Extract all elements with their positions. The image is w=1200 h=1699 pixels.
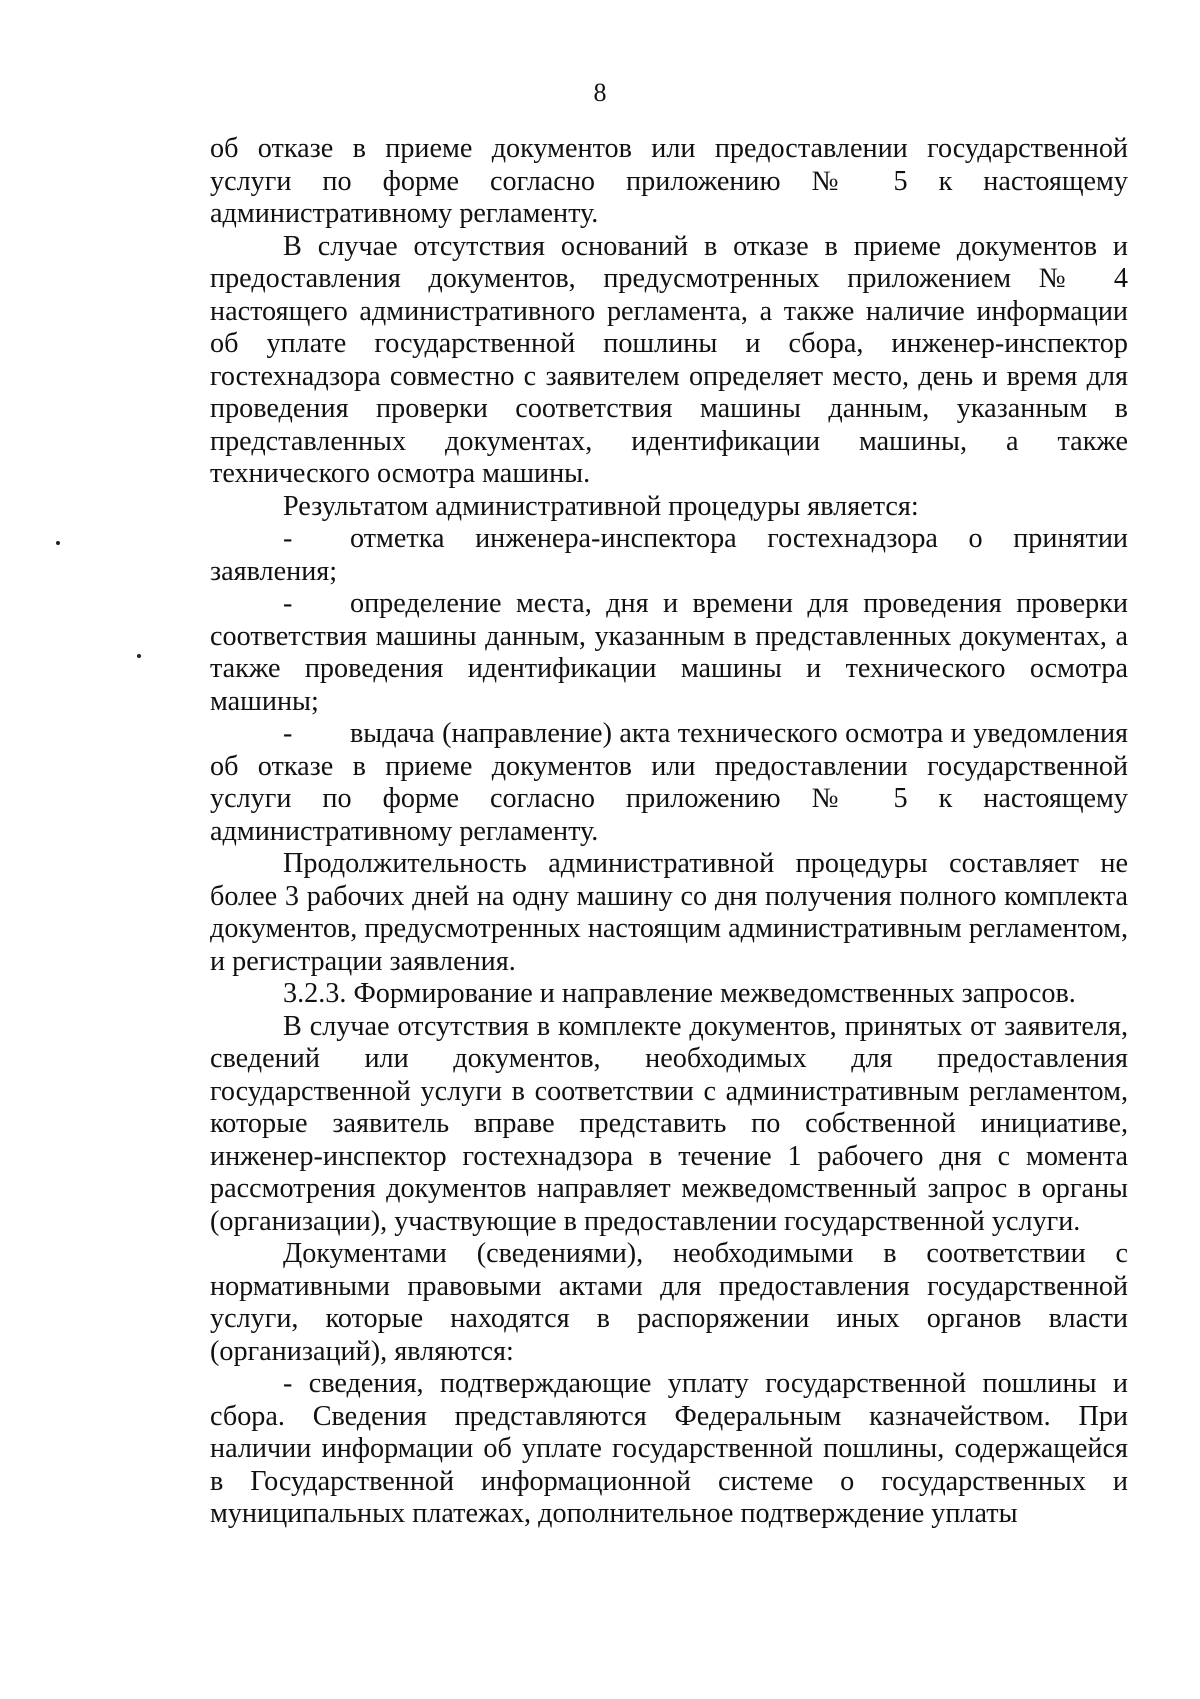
scan-artifact-dot <box>137 654 141 658</box>
list-dash: - <box>283 588 293 619</box>
paragraph: Результатом административной процедуры является: <box>283 490 919 522</box>
list-dash: - <box>283 718 293 749</box>
paragraph: Продолжительность административной процедуры составляет не более 3 рабочих дней на одну машину со дня получения полного комплекта документов, предусмотренных настоящим административным регламентом, и регистрации заявления. <box>210 848 1128 977</box>
list-item-text: отметка инженера-инспектора гостехнадзора о принятии заявления; <box>210 523 1128 587</box>
paragraph: об отказе в приеме документов или предоставлении государственной услуги по форме согласно приложению № 5 к настоящему административному регламенту. <box>210 133 1128 229</box>
list-item-text: выдача (направление) акта технического осмотра и уведомления об отказе в приеме документов или предоставлении государственной услуги по форме согласно приложению № 5 к настоящему административному регламенту. <box>210 718 1128 847</box>
list-item <box>210 588 1128 718</box>
paragraph: В случае отсутствия оснований в отказе в приеме документов и предоставления документов, предусмотренных приложением № 4 настоящего административного регламента, а также наличие информации об уплате государственной пошлины и сбора, инженер-инспектор гостехнадзора совместно с заявителем определяет место, день и время для проведения проверки соответствия машины данным, указанным в представленных документах, идентификации машины, а также технического осмотра машины. <box>210 230 1128 489</box>
document-body <box>210 133 1128 1531</box>
list-item-text: определение места, дня и времени для проведения проверки соответствия машины данным, указанным в представленных документах, а также проведения идентификации машины и технического осмотра машины; <box>210 588 1128 717</box>
paragraph: Документами (сведениями), необходимыми в соответствии с нормативными правовыми актами для предоставления государственной услуги, которые находятся в распоряжении иных органов власти (организаций), являются: <box>210 1238 1128 1367</box>
list-item <box>210 718 1128 848</box>
section-heading: 3.2.3. Формирование и направление межведомственных запросов. <box>283 978 1076 1009</box>
list-dash: - <box>283 523 293 554</box>
paragraph: - сведения, подтверждающие уплату государственной пошлины и сбора. Сведения представляются Федеральным казначейством. При наличии информации об уплате государственной пошлины, содержащейся в Государственной информационной системе о государственных и муниципальных платежах, дополнительное подтверждение уплаты <box>210 1368 1128 1529</box>
paragraph: В случае отсутствия в комплекте документов, принятых от заявителя, сведений или документов, необходимых для предоставления государственной услуги в соответствии с административным регламентом, которые заявитель вправе представить по собственной инициативе, инженер-инспектор гостехнадзора в течение 1 рабочего дня с момента рассмотрения документов направляет межведомственный запрос в органы (организации), участвующие в предоставлении государственной услуги. <box>210 1010 1128 1237</box>
page-number: 8 <box>593 78 607 107</box>
scan-artifact-dot <box>56 541 60 545</box>
list-item <box>210 523 1128 588</box>
